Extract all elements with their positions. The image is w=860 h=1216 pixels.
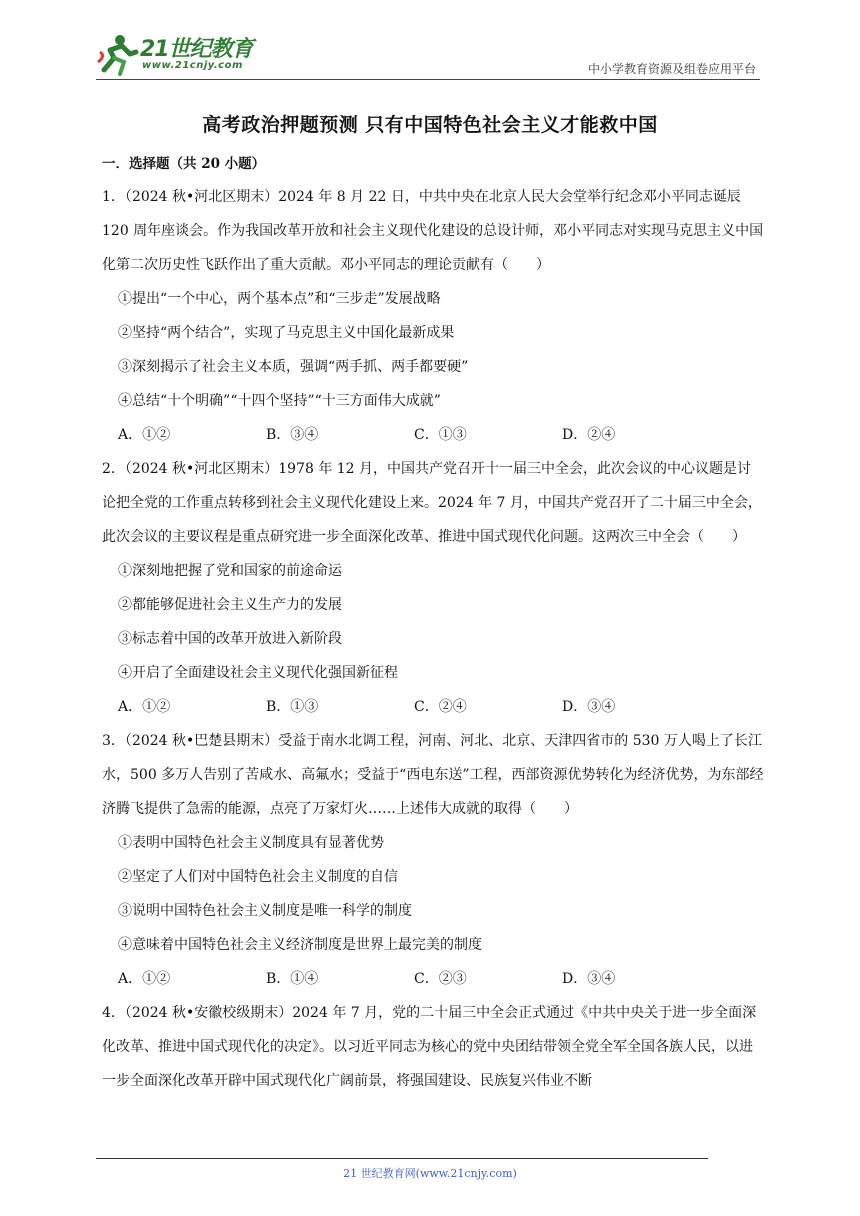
statement-option: ①深刻地把握了党和国家的前途命运 xyxy=(118,563,342,579)
page-header xyxy=(96,30,764,82)
choice-a[interactable]: A．①② xyxy=(118,427,171,443)
question-stem: 2．（2024 秋•河北区期末）1978 年 12 月，中国共产党召开十一届三中全会，此次会议的中心议题是讨论把全党的工作重点转移到社会主义现代化建设上来。2024 年 7 月，中国共产党召开了二十届三中全会，此次会议的主要议程是重点研究进一步全面深化改革、推进中国式现代化问题。这两次三中全会（ ） xyxy=(102,461,762,545)
footer-divider xyxy=(96,1158,708,1159)
statement-option: ④开启了全面建设社会主义现代化强国新征程 xyxy=(118,665,398,681)
choice-b[interactable]: B．①④ xyxy=(266,971,319,987)
statement-option: ④意味着中国特色社会主义经济制度是世界上最完美的制度 xyxy=(118,937,482,953)
logo-text: 21世纪教育 xyxy=(140,37,253,62)
question-3 xyxy=(102,724,764,996)
choice-d[interactable]: D．③④ xyxy=(562,699,616,715)
choice-c[interactable]: C．①③ xyxy=(414,427,467,443)
choice-b[interactable]: B．①③ xyxy=(266,699,319,715)
question-stem: 1．（2024 秋•河北区期末）2024 年 8 月 22 日，中共中央在北京人民大会堂举行纪念邓小平同志诞辰 120 周年座谈会。作为我国改革开放和社会主义现代化建设的总设计师，邓小平同志对实现马克思主义中国化第二次历史性飞跃作出了重大贡献。邓小平同志的理论贡献有（ ） xyxy=(102,189,764,273)
choice-c[interactable]: C．②③ xyxy=(414,971,467,987)
question-list xyxy=(102,180,764,1098)
logo-url: www.21cnjy.com xyxy=(142,60,243,71)
choice-c[interactable]: C．②④ xyxy=(414,699,467,715)
statement-option: ③说明中国特色社会主义制度是唯一科学的制度 xyxy=(118,903,412,919)
statement-option: ②都能够促进社会主义生产力的发展 xyxy=(118,597,342,613)
question-stem: 3．（2024 秋•巴楚县期末）受益于南水北调工程，河南、河北、北京、天津四省市的 530 万人喝上了长江水，500 多万人告别了苦咸水、高氟水；受益于“西电东送”工程，西部资源优势转化为经济优势，为东部经济腾飞提供了急需的能源，点亮了万家灯火……上述伟大成就的取得（ ） xyxy=(102,733,764,817)
statement-option: ②坚持“两个结合”，实现了马克思主义中国化最新成果 xyxy=(118,325,455,341)
platform-name: 中小学教育资源及组卷应用平台 xyxy=(587,62,756,76)
question-2 xyxy=(102,452,764,724)
statement-option: ③标志着中国的改革开放进入新阶段 xyxy=(118,631,342,647)
choice-a[interactable]: A．①② xyxy=(118,699,171,715)
statement-option: ①提出“一个中心，两个基本点”和“三步走”发展战略 xyxy=(118,291,441,307)
header-divider xyxy=(96,79,760,80)
choice-a[interactable]: A．①② xyxy=(118,971,171,987)
question-4 xyxy=(102,996,764,1098)
statement-option: ①表明中国特色社会主义制度具有显著优势 xyxy=(118,835,384,851)
statement-option: ④总结“十个明确”“十四个坚持”“十三方面伟大成就” xyxy=(118,393,441,409)
runner-icon xyxy=(96,32,140,76)
question-stem: 4．（2024 秋•安徽校级期末）2024 年 7 月，党的二十届三中全会正式通过《中共中央关于进一步全面深化改革、推进中国式现代化的决定》。以习近平同志为核心的党中央团结带领全党全军全国各族人民，以进一步全面深化改革开辟中国式现代化广阔前景，将强国建设、民族复兴伟业不断 xyxy=(102,1005,757,1089)
section-heading: 一．选择题（共 20 小题） xyxy=(102,156,266,172)
page-footer[interactable]: 21 世纪教育网(www.21cnjy.com) xyxy=(343,1167,517,1180)
statement-option: ②坚定了人们对中国特色社会主义制度的自信 xyxy=(118,869,398,885)
site-logo xyxy=(96,32,266,76)
question-1 xyxy=(102,180,764,452)
answer-choices xyxy=(102,962,764,996)
choice-d[interactable]: D．②④ xyxy=(562,427,616,443)
choice-d[interactable]: D．③④ xyxy=(562,971,616,987)
statement-option: ③深刻揭示了社会主义本质，强调“两手抓、两手都要硬” xyxy=(118,359,469,375)
answer-choices xyxy=(102,690,764,724)
answer-choices xyxy=(102,418,764,452)
choice-b[interactable]: B．③④ xyxy=(266,427,319,443)
page-title: 高考政治押题预测 只有中国特色社会主义才能救中国 xyxy=(202,114,658,136)
